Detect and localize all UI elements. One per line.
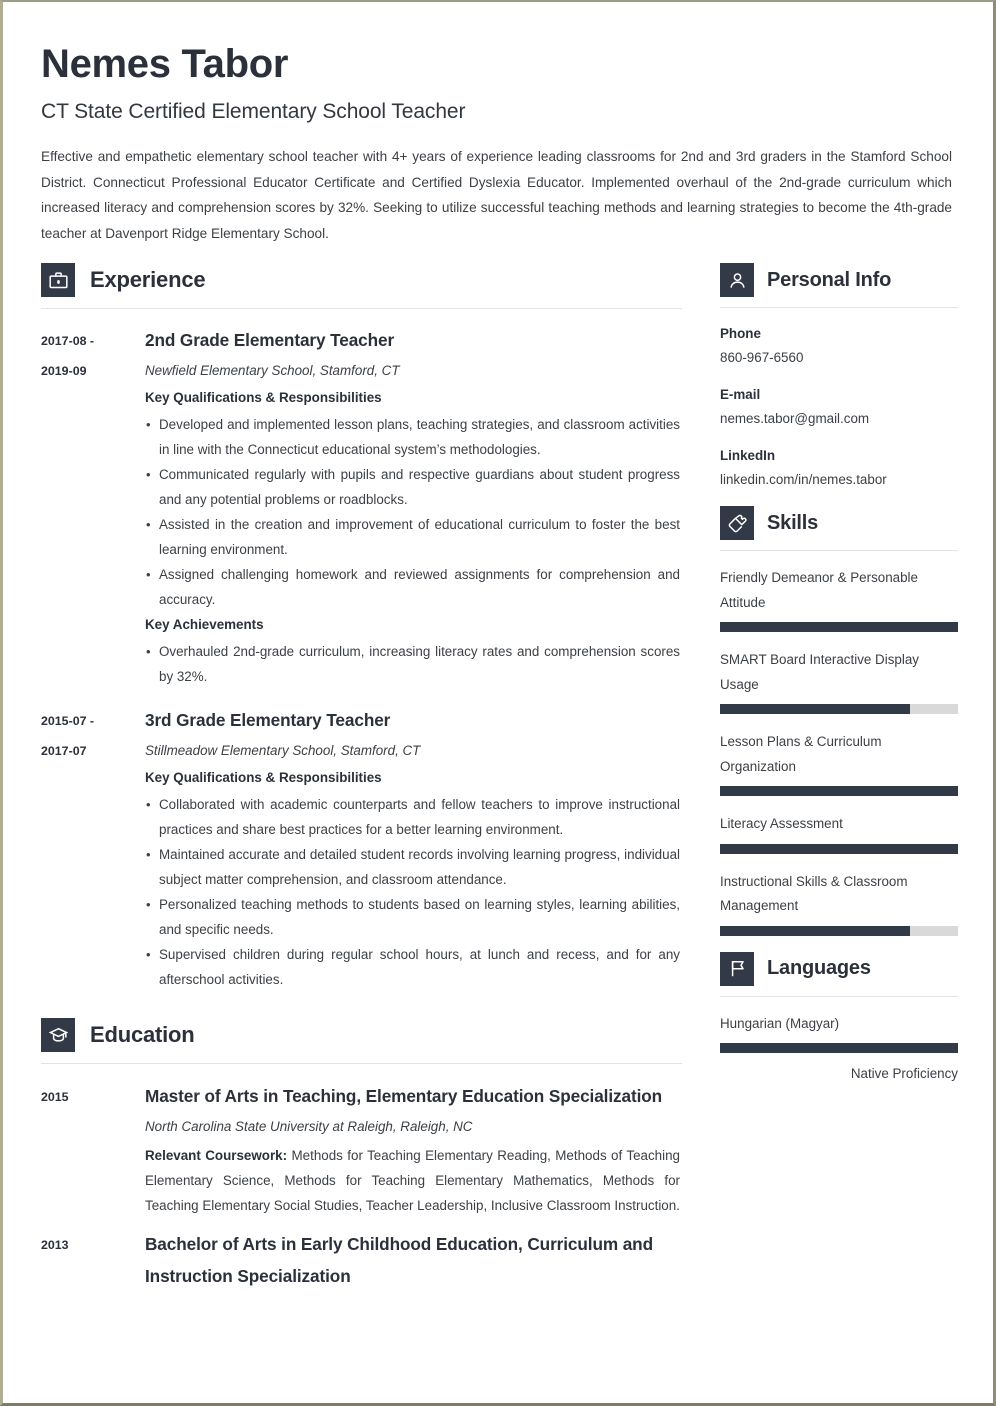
section-title-skills: Skills	[767, 511, 819, 534]
section-title-languages: Languages	[767, 957, 871, 979]
job-organization: Stillmeadow Elementary School, Stamford, CT	[145, 743, 421, 758]
section-header-education	[41, 1018, 682, 1052]
language-item	[720, 1012, 958, 1082]
date-end: 2019-09	[41, 364, 87, 378]
main-column	[41, 263, 682, 1302]
skill-level-bar	[720, 622, 958, 632]
section-header-languages	[720, 952, 958, 986]
skill-label: Lesson Plans & Curriculum Organization	[720, 734, 882, 774]
divider	[41, 308, 682, 309]
skill-level-fill	[720, 622, 958, 632]
list-item: • Supervised children during regular school hours, at lunch and recess, and for any afterschool activities.	[145, 942, 680, 992]
briefcase-icon	[41, 263, 75, 297]
job-role: 2nd Grade Elementary Teacher	[145, 330, 395, 350]
education-entry	[41, 1080, 682, 1218]
language-label: Hungarian (Magyar)	[720, 1015, 840, 1031]
job-organization: Newfield Elementary School, Stamford, CT	[145, 363, 400, 378]
language-level-bar	[720, 1043, 958, 1053]
phone-value[interactable]: 860-967-6560	[720, 350, 804, 365]
achievements-label: Key Achievements	[145, 617, 264, 632]
skill-item	[720, 566, 958, 632]
skill-level-bar	[720, 786, 958, 796]
puzzle-piece-icon	[720, 506, 754, 540]
skill-label: Instructional Skills & Classroom Management	[720, 873, 908, 913]
personal-info-field	[720, 384, 958, 431]
list-item: • Assigned challenging homework and reviewed assignments for comprehension and accuracy.	[145, 562, 680, 612]
achievements-list	[145, 639, 680, 689]
skill-item	[720, 870, 958, 936]
field-label: E-mail	[720, 387, 761, 402]
skill-level-fill	[720, 704, 910, 714]
divider	[720, 550, 958, 551]
skill-item	[720, 730, 958, 796]
sidebar-column	[720, 263, 958, 1097]
qualifications-list	[145, 412, 680, 612]
page-title: Nemes Tabor	[41, 42, 289, 86]
linkedin-value[interactable]: linkedin.com/in/nemes.tabor	[720, 472, 887, 487]
entry-date	[41, 1228, 145, 1292]
coursework-text: Methods for Teaching Elementary Reading, Methods of Teaching Elementary Science, Methods for Teaching Elementary Mathematics, Methods for Teaching Elementary Social Studies, Teacher Leadership, Inclusive Classroom Instruction.	[145, 1148, 680, 1213]
date-end: 2017-07	[41, 744, 87, 758]
coursework-label: Relevant Coursework:	[145, 1148, 288, 1163]
divider	[720, 307, 958, 308]
job-title: CT State Certified Elementary School Teacher	[41, 100, 466, 123]
list-item: • Overhauled 2nd-grade curriculum, increasing literacy rates and comprehension scores by 32%.	[145, 639, 680, 689]
list-item: • Developed and implemented lesson plans, teaching strategies, and classroom activities in line with the Connecticut educational system’s methodologies.	[145, 412, 680, 462]
date-start: 2017-08 -	[41, 334, 95, 348]
field-label: Phone	[720, 326, 761, 341]
personal-info-field	[720, 323, 958, 370]
skill-level-fill	[720, 844, 958, 854]
divider	[720, 996, 958, 997]
person-icon	[720, 263, 754, 297]
section-title-education: Education	[90, 1022, 195, 1047]
education-year: 2013	[41, 1238, 69, 1252]
section-header-skills	[720, 506, 958, 540]
professional-summary: Effective and empathetic elementary school teacher with 4+ years of experience leading classrooms for 2nd and 3rd graders in the Stamford School District. Connecticut Professional Educator Certificate and Certified Dyslexia Educator. Implemented overhaul of the 2nd-grade curriculum which increased literacy and comprehension scores by 32%. Seeking to utilize successful teaching methods and learning strategies to become the 4th-grade teacher at Davenport Ridge Elementary School.	[41, 149, 952, 241]
skill-level-bar	[720, 704, 958, 714]
entry-date	[41, 325, 145, 689]
date-start: 2015-07 -	[41, 714, 95, 728]
education-year: 2015	[41, 1090, 69, 1104]
qualifications-list	[145, 792, 680, 992]
skill-item	[720, 648, 958, 714]
list-item: • Maintained accurate and detailed student records involving learning progress, individual subject matter comprehension, and classroom attendance.	[145, 842, 680, 892]
email-value[interactable]: nemes.tabor@gmail.com	[720, 411, 870, 426]
language-level-fill	[720, 1043, 958, 1053]
skill-label: Literacy Assessment	[720, 816, 843, 831]
skill-level-bar	[720, 844, 958, 854]
personal-info-field	[720, 445, 958, 492]
field-label: LinkedIn	[720, 448, 776, 463]
section-header-experience	[41, 263, 682, 297]
skill-level-fill	[720, 926, 910, 936]
entry-date	[41, 1080, 145, 1218]
institution: North Carolina State University at Raleigh, Raleigh, NC	[145, 1119, 473, 1134]
graduation-cap-icon	[41, 1018, 75, 1052]
skill-label: SMART Board Interactive Display Usage	[720, 652, 919, 692]
qualifications-label: Key Qualifications & Responsibilities	[145, 390, 382, 405]
divider	[41, 1063, 682, 1064]
list-item: • Communicated regularly with pupils and respective guardians about student progress and any potential problems or roadblocks.	[145, 462, 680, 512]
degree-title: Bachelor of Arts in Early Childhood Education, Curriculum and Instruction Specialization	[145, 1234, 653, 1286]
skill-label: Friendly Demeanor & Personable Attitude	[720, 570, 918, 610]
list-item: • Assisted in the creation and improvement of educational curriculum to foster the best learning environment.	[145, 512, 680, 562]
coursework	[145, 1143, 680, 1218]
flag-icon	[720, 952, 754, 986]
section-header-personal-info	[720, 263, 958, 297]
list-item: • Collaborated with academic counterparts and fellow teachers to improve instructional practices and share best practices for a better learning environment.	[145, 792, 680, 842]
list-item: • Personalized teaching methods to students based on learning styles, learning abilities, and specific needs.	[145, 892, 680, 942]
skill-level-fill	[720, 786, 958, 796]
experience-entry	[41, 325, 682, 689]
entry-date	[41, 705, 145, 992]
experience-entry	[41, 705, 682, 992]
skill-item	[720, 812, 958, 854]
degree-title: Master of Arts in Teaching, Elementary Education Specialization	[145, 1086, 663, 1106]
qualifications-label: Key Qualifications & Responsibilities	[145, 770, 382, 785]
skill-level-bar	[720, 926, 958, 936]
education-entry	[41, 1228, 682, 1292]
section-title-experience: Experience	[90, 267, 206, 292]
language-proficiency: Native Proficiency	[850, 1066, 958, 1081]
job-role: 3rd Grade Elementary Teacher	[145, 710, 391, 730]
section-title-personal-info: Personal Info	[767, 268, 892, 291]
